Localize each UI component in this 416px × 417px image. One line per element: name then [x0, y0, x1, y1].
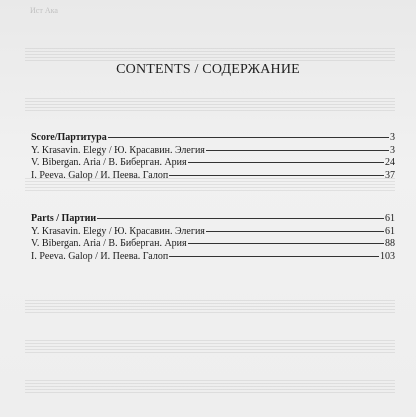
toc-page-number: 88 [385, 238, 395, 249]
toc-entry[interactable] [31, 238, 395, 251]
toc-section-heading[interactable] [31, 213, 395, 226]
toc-entry[interactable] [31, 145, 395, 158]
bleed-through-staff [25, 300, 395, 314]
toc-entry[interactable] [31, 157, 395, 170]
toc-section-score [31, 132, 395, 182]
toc-page-number: 3 [390, 132, 395, 143]
dot-leader [206, 150, 389, 151]
dot-leader [169, 175, 384, 176]
dot-leader [188, 243, 384, 244]
bleed-through-staff [25, 48, 395, 62]
toc-page-number: 103 [380, 250, 395, 262]
toc-entry-label: Y. Krasavin. Elegy / Ю. Красавин. Элегия [31, 144, 205, 156]
toc-entry-label: Y. Krasavin. Elegy / Ю. Красавин. Элегия [31, 225, 205, 237]
toc-entry-label: I. Peeva. Galop / И. Пеева. Галоп [31, 250, 169, 262]
toc-entry-label: I. Peeva. Galop / И. Пеева. Галоп [31, 169, 169, 181]
toc-entry-label: V. Bibergan. Aria / В. Биберган. Ария [31, 238, 187, 249]
toc-section-parts [31, 213, 395, 263]
toc-page-number: 24 [385, 157, 395, 168]
toc-page-number: 61 [385, 225, 395, 237]
toc-page-number: 61 [385, 213, 395, 224]
toc-entry-label: V. Bibergan. Aria / В. Биберган. Ария [31, 157, 187, 168]
dot-leader [206, 231, 384, 232]
dot-leader [108, 137, 389, 138]
toc-entry[interactable] [31, 251, 395, 264]
toc-entry[interactable] [31, 226, 395, 239]
toc-page-number: 37 [385, 169, 395, 181]
toc-heading-label: Score/Партитура [31, 132, 107, 143]
bleed-through-staff [25, 380, 395, 394]
toc-heading-label: Parts / Партии [31, 213, 97, 224]
page-title: CONTENTS / СОДЕРЖАНИЕ [116, 62, 300, 77]
bleed-through-staff [25, 98, 395, 112]
dot-leader [188, 162, 384, 163]
dot-leader [97, 218, 384, 219]
running-head: Ист Ака [30, 6, 58, 15]
dot-leader [169, 256, 379, 257]
toc-section-heading[interactable] [31, 132, 395, 145]
toc-entry[interactable] [31, 170, 395, 183]
toc-page-number: 3 [390, 144, 395, 156]
bleed-through-staff [25, 340, 395, 354]
